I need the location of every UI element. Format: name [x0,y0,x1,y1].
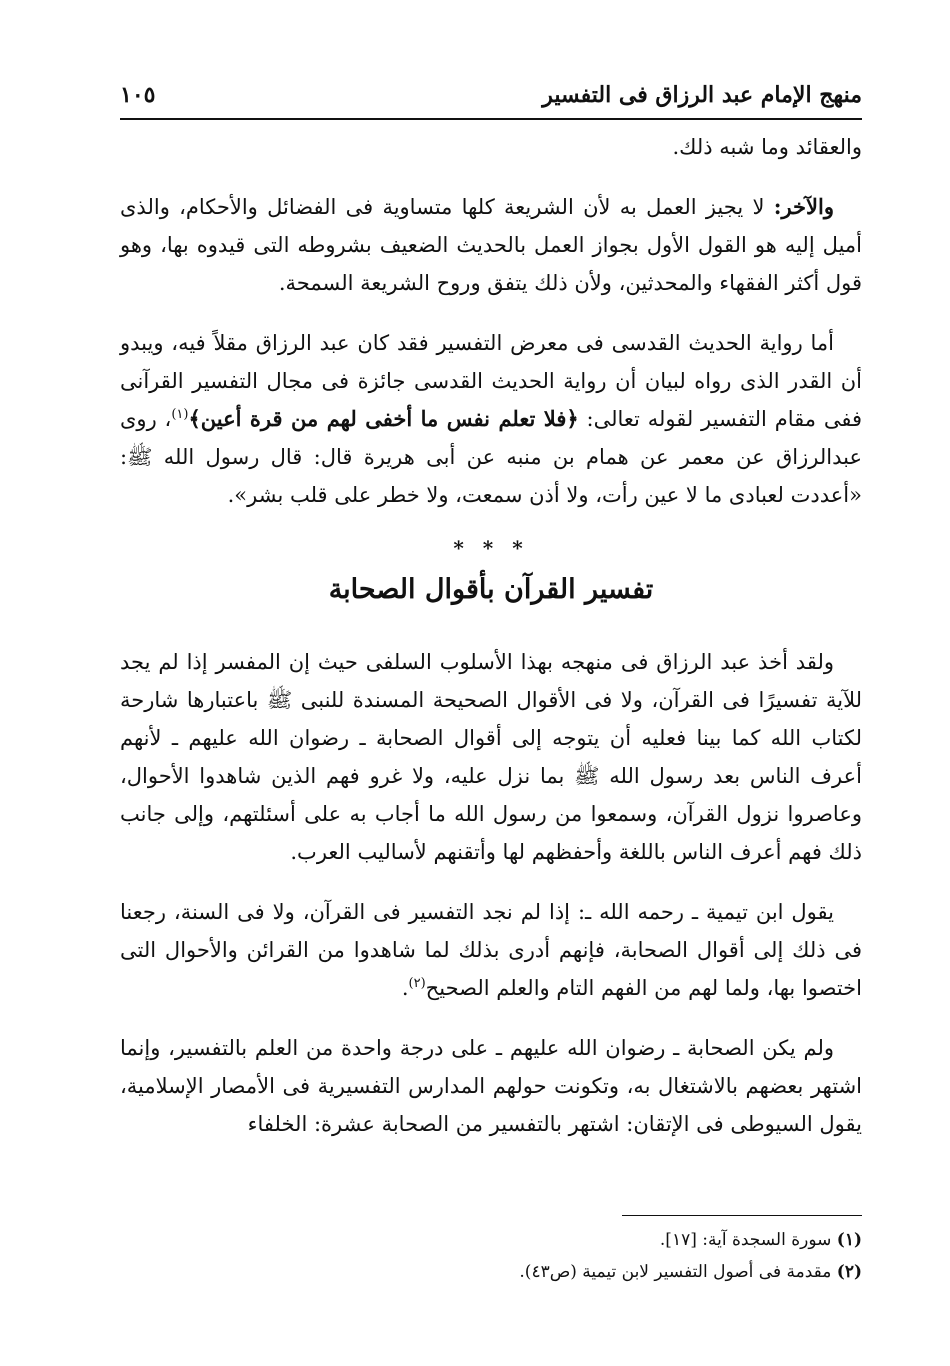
page-body [120,128,862,1165]
section-heading: تفسير القرآن بأقوال الصحابة [328,574,654,605]
quran-verse: ﴿فلا تعلم نفس ما أخفى لهم من قرة أعين﴾ [188,406,579,431]
footnote-2-number: (٢) [836,1262,862,1282]
page-header [120,78,862,120]
paragraph-6 [120,1029,862,1143]
footnote-2-text: مقدمة فى أصول التفسير لابن تيمية (ص٤٣). [519,1262,837,1282]
paragraph-5 [120,893,862,1007]
footnote-1-text: سورة السجدة آية: [١٧]. [659,1230,837,1250]
paragraph-3-text-b: ، روى عبدالرزاق عن معمر عن همام بن منبه عن أبى هريرة قال: قال رسول الله ﷺ: «أعددت لعبادى ما لا عين رأت، ولا أذن سمعت، ولا خطر على قلب بشر». [120,407,862,507]
paragraph-1 [120,128,862,166]
paragraph-3-text-a: أما رواية الحديث القدسى فى معرض التفسير فقد كان عبد الرزاق مقلاً فيه، ويبدو أن القدر الذى رواه لبيان أن رواية الحديث القدسى جائزة فى مجال التفسير القرآنى ففى مقام التفسير لقوله تعالى: [120,331,862,431]
footnote-1 [120,1224,862,1256]
paragraph-5-text-a: يقول ابن تيمية ـ رحمه الله ـ: إذا لم نجد التفسير فى القرآن، ولا فى السنة، رجعنا فى ذلك إلى أقوال الصحابة، فإنهم أدرى بذلك لما شاهدوا من القرائن والأحوال التى اختصوا بها، ولما لهم من الفهم التام والعلم الصحيح [120,900,862,1000]
paragraph-6-text: ولم يكن الصحابة ـ رضوان الله عليهم ـ على درجة واحدة من العلم بالتفسير، وإنما اشتهر بعضهم بالاشتغال به، وتكونت حولهم المدارس التفسيرية فى الأمصار الإسلامية، يقول السيوطى فى الإتقان: اشتهر بالتفسير من الصحابة عشرة: الخلفاء [120,1036,862,1136]
footnote-ref-2: (٢) [408,976,426,991]
footnote-ref-1: (١) [171,407,189,422]
paragraph-3 [120,324,862,514]
book-page [120,70,862,1300]
paragraph-2-text: لا يجيز العمل به لأن الشريعة كلها متساوية فى الفضائل والأحكام، والذى أميل إليه هو القول الأول بجواز العمل بالحديث الضعيف بشروطه التى قيدوه بها، وهو قول أكثر الفقهاء والمحدثين، ولأن ذلك يتفق وروح الشريعة السمحة. [120,195,862,295]
footnote-2 [120,1256,862,1288]
paragraph-5-text-b: . [401,976,409,1000]
page-number: ١٠٥ [120,82,156,108]
paragraph-4-text: ولقد أخذ عبد الرزاق فى منهجه بهذا الأسلوب السلفى حيث إن المفسر إذا لم يجد للآية تفسيرًا فى القرآن، ولا فى الأقوال الصحيحة المسندة للنبى ﷺ باعتبارها شارحة لكتاب الله كما بينا فعليه أن يتوجه إلى أقوال الصحابة ـ رضوان الله عليهم ـ لأنهم أعرف الناس بعد رسول الله ﷺ بما نزل عليه، ولا غرو فهم الذين شاهدوا الأحوال، وعاصروا نزول القرآن، وسمعوا من رسول الله ما أجاب به على أسئلتهم، وإلى جانب ذلك فهم أعرف الناس باللغة وأحفظهم لها وأتقنهم لأساليب العرب. [120,650,862,864]
paragraph-1-text: والعقائد وما شبه ذلك. [672,135,862,159]
term-lead: والآخر: [773,194,834,219]
footnote-rule [622,1215,862,1216]
footnotes [120,1215,862,1288]
paragraph-2 [120,188,862,302]
running-title: منهج الإمام عبد الرزاق فى التفسير [542,82,862,108]
section-separator: * * * [453,536,529,560]
paragraph-4 [120,643,862,871]
footnote-1-number: (١) [836,1230,862,1250]
